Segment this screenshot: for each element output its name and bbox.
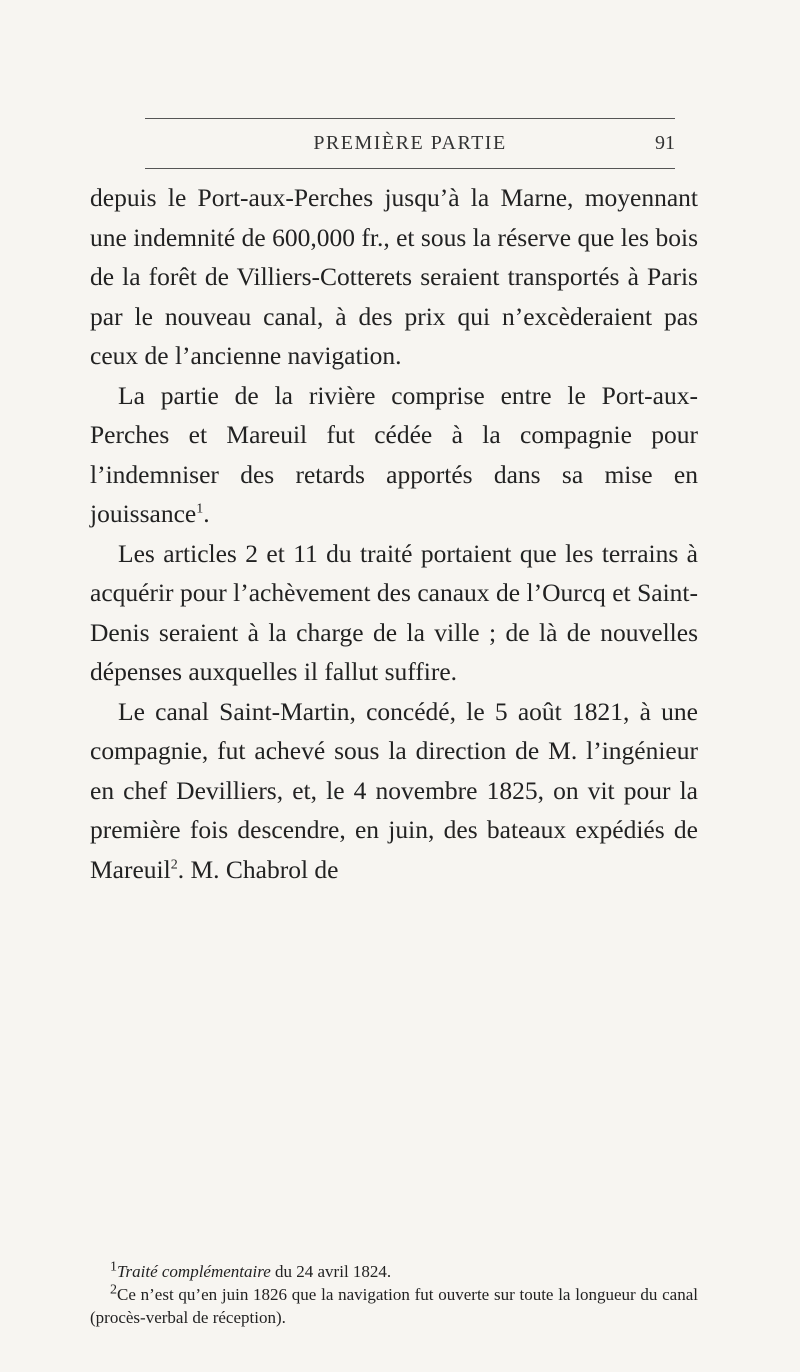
footnote-ref-2: 2 [170,857,178,872]
paragraph-4-end: . M. Chabrol de [177,854,339,884]
paragraph-1: depuis le Port-aux-Perches jusqu’à la Marne, moyennant une indemnité de 600,000 fr., et sous la réserve que les bois de la forêt de Villiers-Cotterets seraient transportés à Paris par le nouveau canal, à des prix qui n’excèderaient pas ceux de l’ancienne navigation. [90,183,698,370]
paragraph-2-text: La partie de la rivière comprise entre le Port-aux-Perches et Mareuil fut cédée à la compagnie pour l’indemniser des retards apportés dans sa mise en jouissance [90,380,698,528]
header-rule-top [145,118,675,119]
paragraph-2-end: . [203,499,210,528]
paragraph-4 [90,692,698,890]
footnotes [90,1260,698,1329]
footnote-2-text: Ce n’est qu’en juin 1826 que la navigation fut ouverte sur toute la longueur du canal (procès-verbal de réception). [90,1285,698,1327]
footnote-1-mark: 1 [110,1259,117,1275]
footnote-1-title: Traité complémentaire [117,1262,271,1281]
paragraph-4-text: Le canal Saint-Martin, concédé, le 5 août 1821, à une compagnie, fut achevé sous la direction de M. l’ingénieur en chef Devilliers, et, le 4 novembre 1825, on vit pour la première fois descendre, en juin, des bateaux expédiés de Mareuil [90,696,698,884]
page-number: 91 [655,132,675,154]
body-text [90,178,698,889]
footnote-1-text: du 24 avril 1824. [270,1262,392,1281]
footnote-2-mark: 2 [110,1282,117,1298]
paragraph-2 [90,376,698,534]
running-header [145,132,675,164]
footnote-2 [90,1283,698,1329]
paragraph-3: Les articles 2 et 11 du traité portaient que les terrains à acquérir pour l’achèvement des canaux de l’Ourcq et Saint-Denis seraient à la charge de la ville ; de là de nouvelles dépenses auxquelles il fallut suffire. [90,538,698,686]
running-title: PREMIÈRE PARTIE [313,132,507,154]
header-rule-bottom [145,168,675,169]
footnote-1 [90,1260,698,1283]
footnote-ref-1: 1 [196,501,204,517]
